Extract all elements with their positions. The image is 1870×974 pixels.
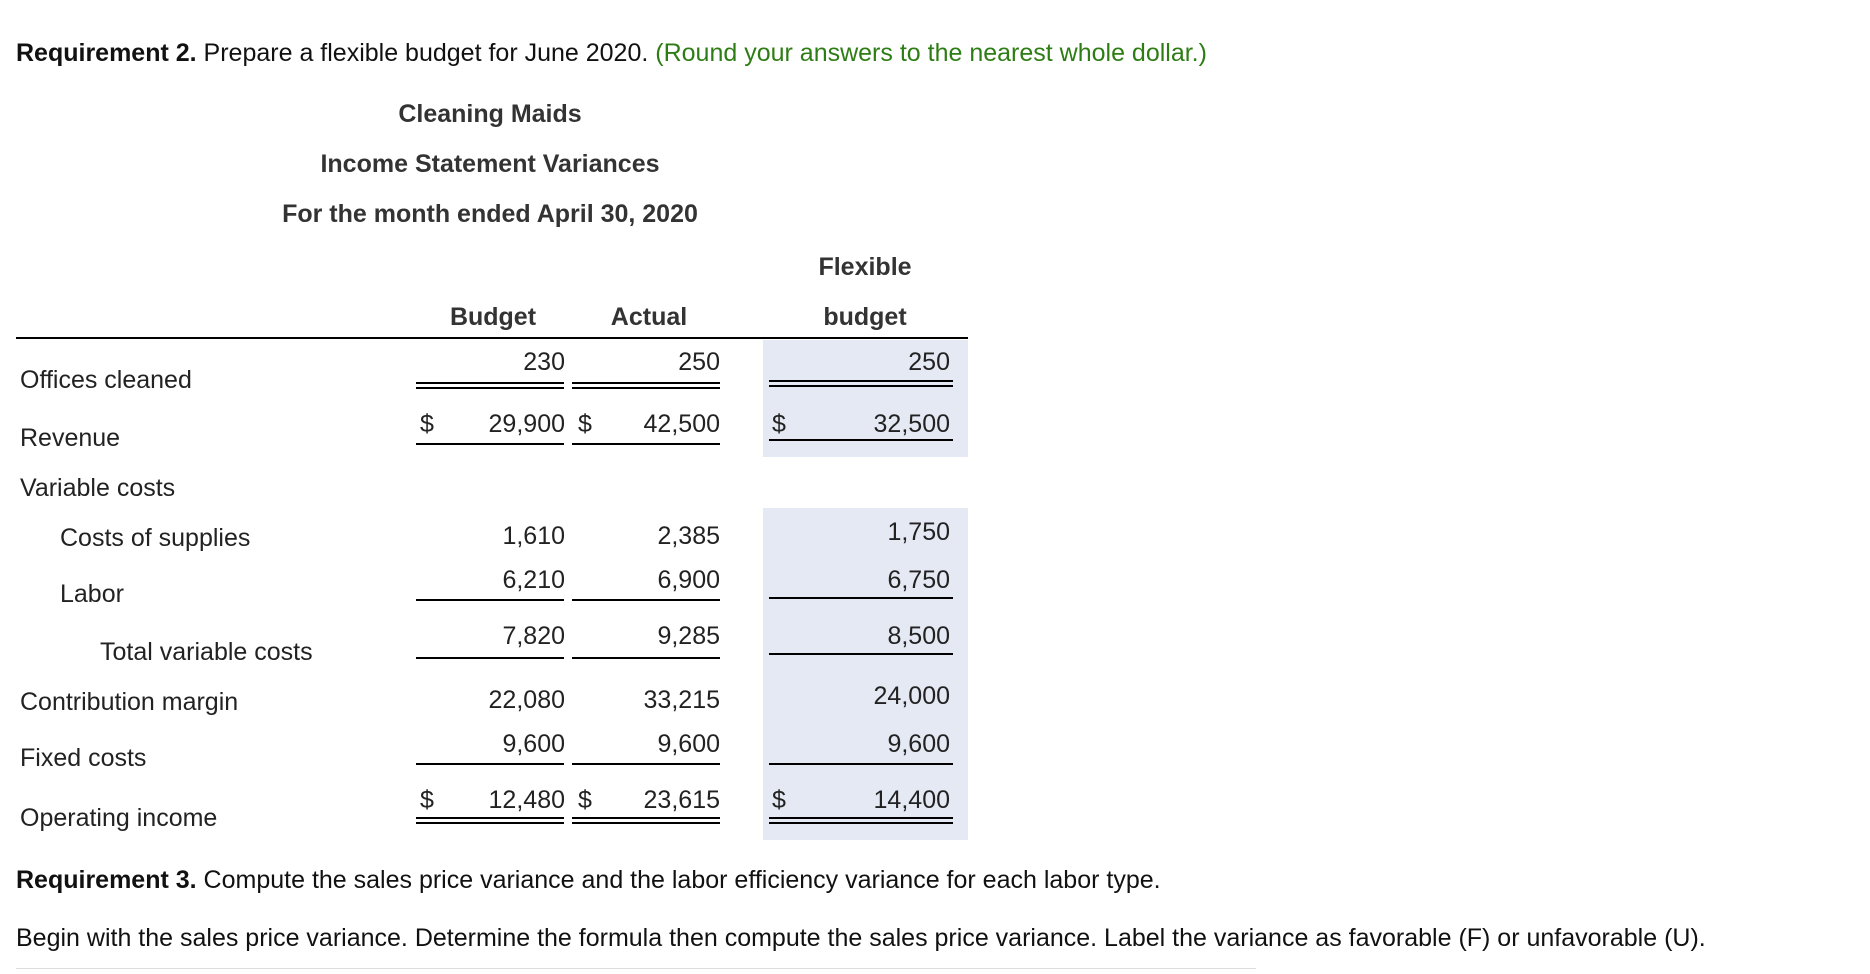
contribution-actual: 33,215 [643,686,720,714]
operating-budget: 12,480 [488,786,565,814]
contribution-flexible: 24,000 [873,682,950,710]
statement-title: Income Statement Variances [320,150,660,178]
fixed-flexible-rule [769,763,953,765]
total-variable-actual-rule [572,657,720,659]
operating-actual: 23,615 [643,786,720,814]
revenue-actual-rule [572,443,720,445]
requirement-2-text [16,38,1207,68]
revenue-budget-dollar: $ [420,410,434,438]
supplies-actual: 2,385 [657,522,720,550]
instruction-text: Begin with the sales price variance. Determine the formula then compute the sales price variance. Label the variance as favorable (F) or unfavorable (U). [16,924,1706,952]
offices-flexible-double-rule [769,380,953,387]
requirement-2-label: Requirement 2. [16,39,197,67]
operating-flexible-dollar: $ [772,786,786,814]
column-flexible-header-line2: budget [823,303,907,331]
column-budget-header: Budget [449,303,537,331]
label-total-variable-costs: Total variable costs [100,638,313,666]
requirement-2-body: Prepare a flexible budget for June 2020. [196,39,656,67]
operating-actual-double-rule [572,817,720,824]
company-name: Cleaning Maids [398,100,582,128]
supplies-flexible: 1,750 [887,518,950,546]
operating-flexible-double-rule [769,817,953,824]
revenue-flexible-dollar: $ [772,410,786,438]
fixed-flexible: 9,600 [887,730,950,758]
operating-actual-dollar: $ [578,786,592,814]
operating-budget-dollar: $ [420,786,434,814]
revenue-flexible: 32,500 [873,410,950,438]
fixed-budget-rule [416,763,564,765]
labor-flexible-rule [769,597,953,599]
label-variable-costs: Variable costs [20,474,176,502]
supplies-budget: 1,610 [502,522,565,550]
requirement-3-text [16,865,1161,895]
label-fixed-costs: Fixed costs [20,744,147,772]
offices-actual: 250 [678,348,720,376]
fixed-actual: 9,600 [657,730,720,758]
requirement-3-body: Compute the sales price variance and the labor efficiency variance for each labor type. [196,866,1161,894]
fixed-actual-rule [572,763,720,765]
labor-actual-rule [572,599,720,601]
labor-budget: 6,210 [502,566,565,594]
label-costs-of-supplies: Costs of supplies [60,524,251,552]
labor-flexible: 6,750 [887,566,950,594]
offices-actual-double-rule [572,382,720,389]
label-revenue: Revenue [20,424,121,452]
header-rule [16,337,968,339]
revenue-actual-dollar: $ [578,410,592,438]
label-offices-cleaned: Offices cleaned [20,366,192,394]
contribution-budget: 22,080 [488,686,565,714]
total-variable-budget-rule [416,657,564,659]
revenue-actual: 42,500 [643,410,720,438]
total-variable-flexible: 8,500 [887,622,950,650]
column-flexible-header-line1: Flexible [818,253,912,281]
label-labor: Labor [60,580,124,608]
total-variable-flexible-rule [769,653,953,655]
offices-flexible: 250 [908,348,950,376]
offices-budget: 230 [523,348,565,376]
revenue-flexible-rule [769,439,953,441]
operating-flexible: 14,400 [873,786,950,814]
rounding-note: (Round your answers to the nearest whole dollar.) [655,39,1207,67]
label-contribution-margin: Contribution margin [20,688,239,716]
operating-budget-double-rule [416,817,564,824]
labor-actual: 6,900 [657,566,720,594]
labor-budget-rule [416,599,564,601]
total-variable-budget: 7,820 [502,622,565,650]
fixed-budget: 9,600 [502,730,565,758]
offices-budget-double-rule [416,382,564,389]
label-operating-income: Operating income [20,804,218,832]
requirement-3-label: Requirement 3. [16,866,197,894]
total-variable-actual: 9,285 [657,622,720,650]
revenue-budget-rule [416,443,564,445]
bottom-divider [16,968,1256,969]
column-actual-header: Actual [610,303,688,331]
statement-period: For the month ended April 30, 2020 [282,200,698,228]
revenue-budget: 29,900 [488,410,565,438]
